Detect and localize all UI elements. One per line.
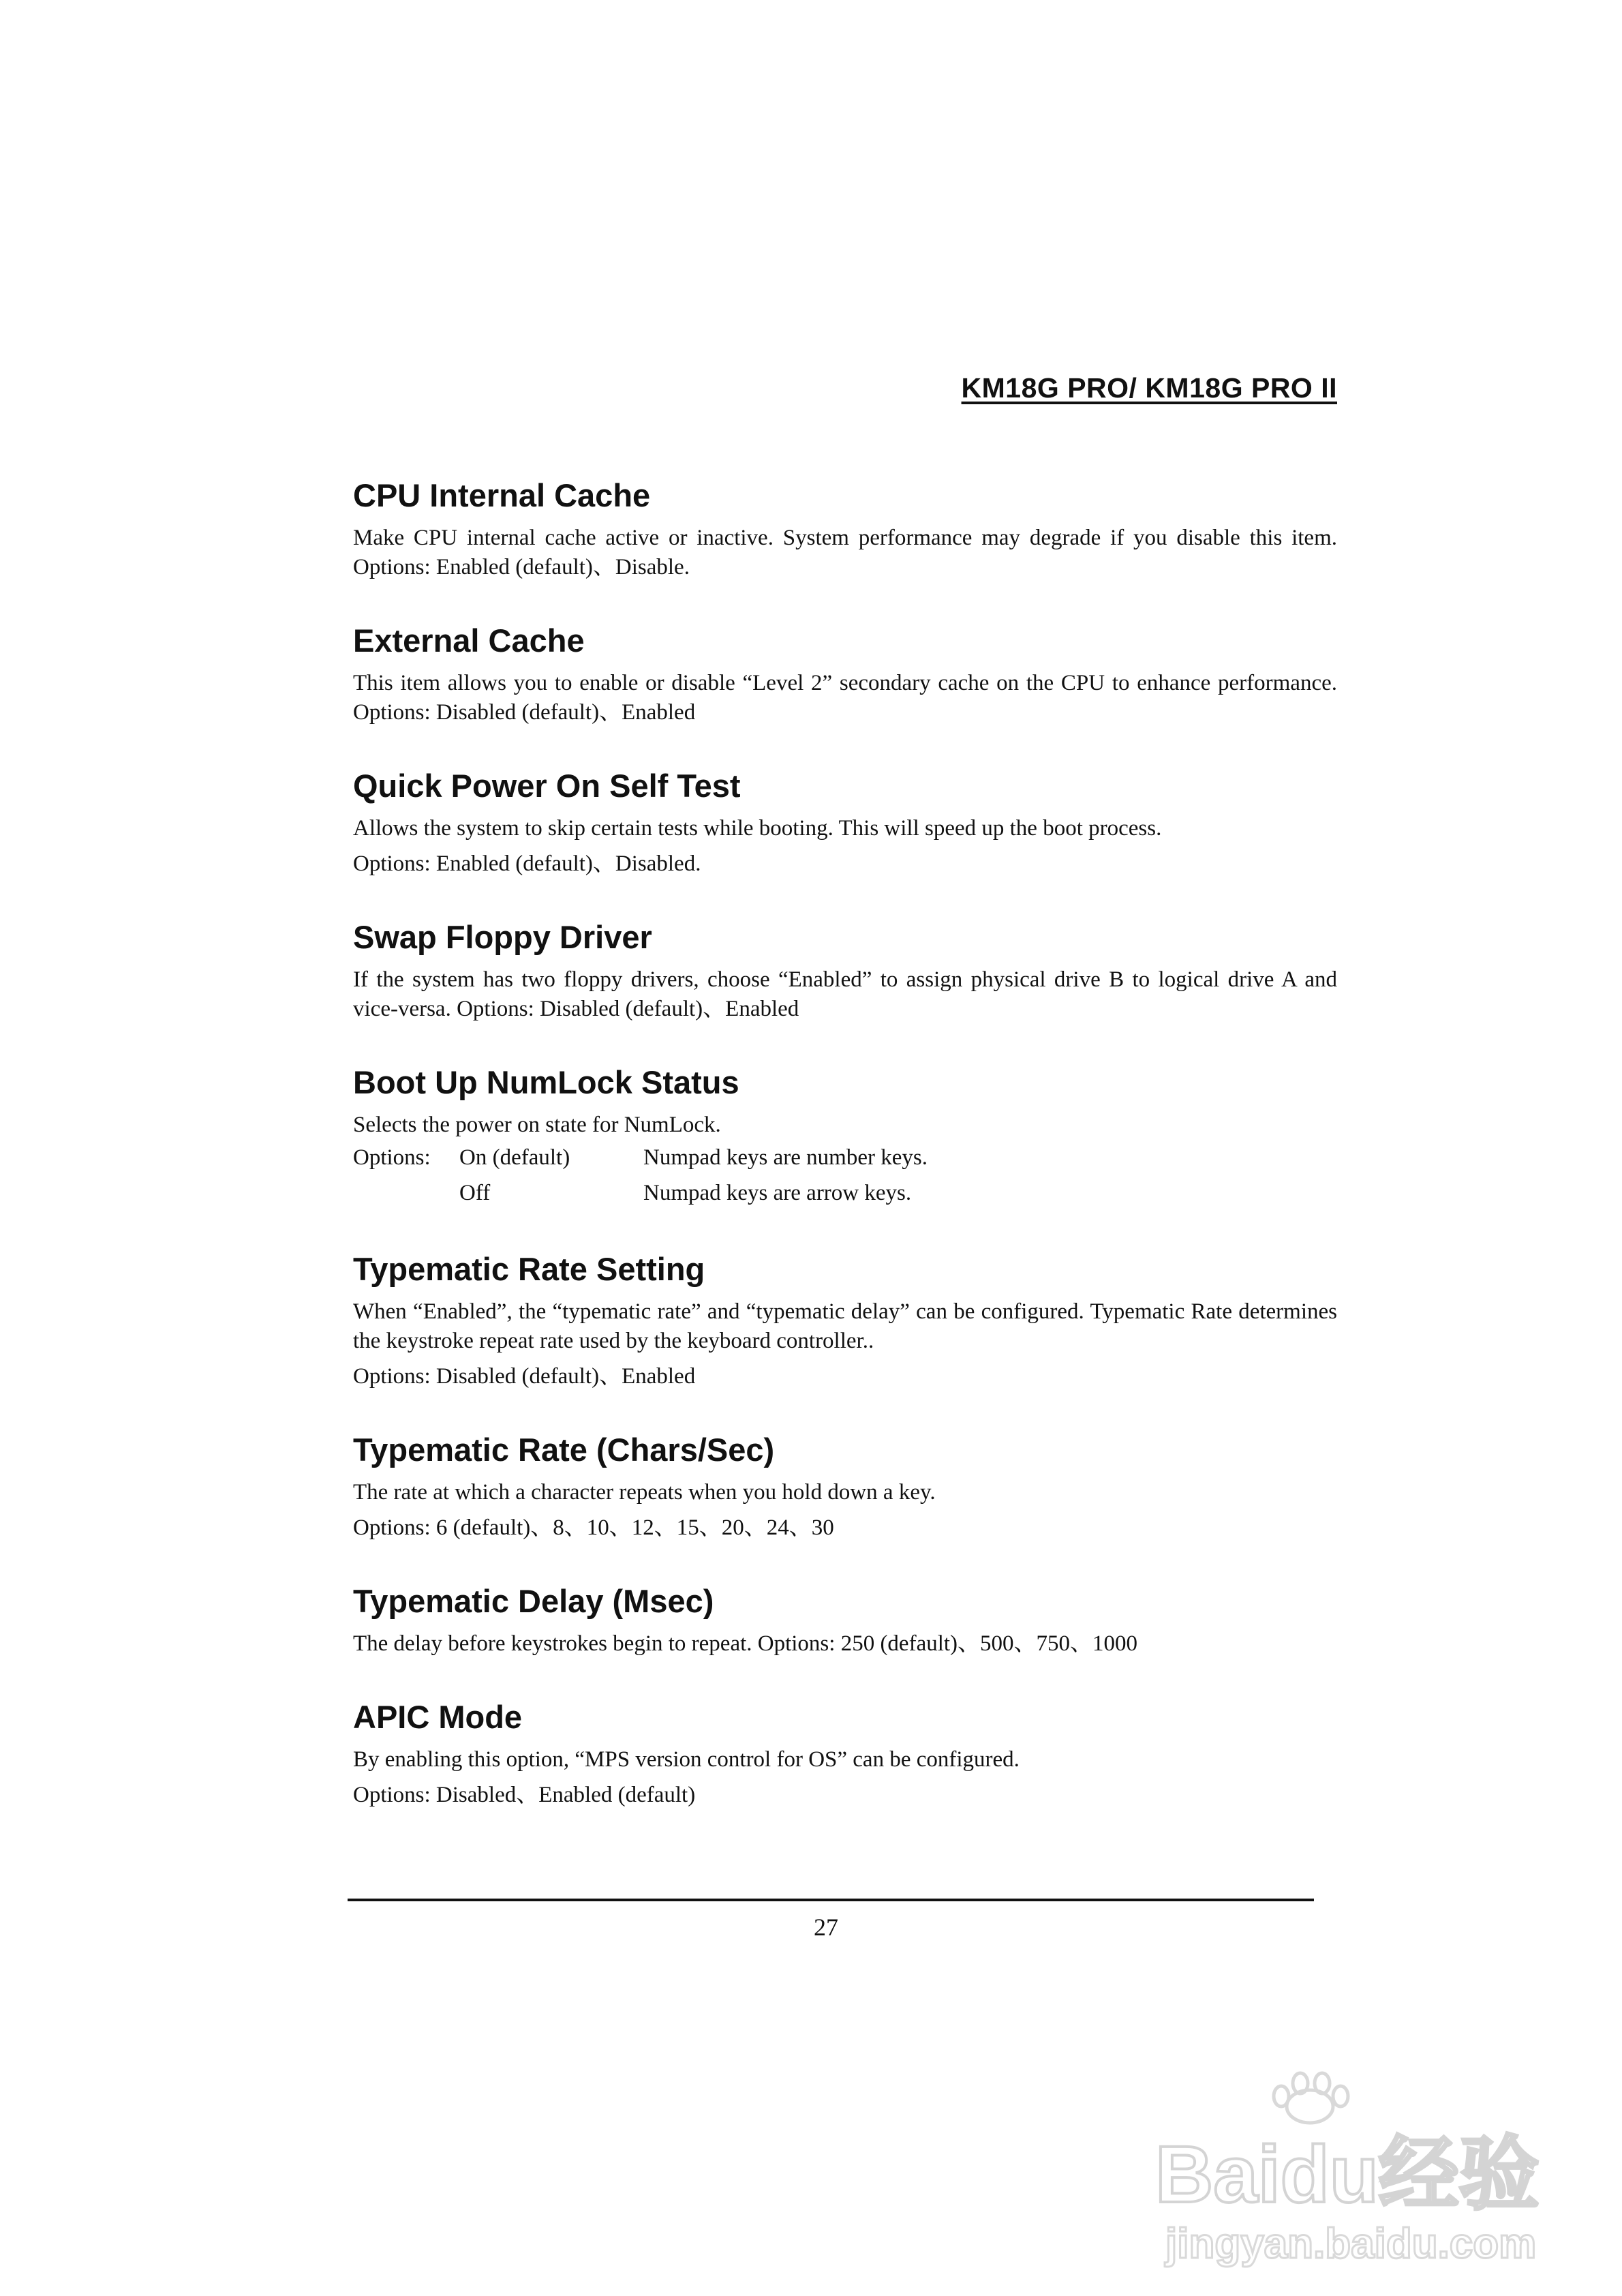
watermark-logo-text: Baidu经验 xyxy=(1155,2130,1540,2220)
section-title: Typematic Rate (Chars/Sec) xyxy=(353,1432,775,1468)
paw-icon xyxy=(1274,2073,1348,2123)
section-paragraph: Allows the system to skip certain tests while booting. This will speed up the boot process. xyxy=(353,816,1162,841)
section-apic-mode xyxy=(353,1697,1337,1810)
section-paragraph: The rate at which a character repeats when you hold down a key. xyxy=(353,1480,936,1505)
section-title: Boot Up NumLock Status xyxy=(353,1064,739,1100)
section-paragraph: Make CPU internal cache active or inactive. System performance may degrade if you disable this item. Options: Enabled (default)、Disable. xyxy=(353,526,1337,579)
section-swap-floppy xyxy=(353,918,1337,1024)
section-numlock-status xyxy=(353,1063,1337,1211)
section-options: Options: Enabled (default)、Disabled. xyxy=(353,851,701,876)
option-description: Numpad keys are number keys. xyxy=(643,1145,928,1170)
section-typematic-delay xyxy=(353,1582,1337,1659)
numlock-options-table xyxy=(353,1140,1337,1211)
section-title: Typematic Rate Setting xyxy=(353,1251,705,1287)
section-paragraph: By enabling this option, “MPS version control for OS” can be configured. xyxy=(353,1747,1020,1772)
section-options: Options: 6 (default)、8、10、12、15、20、24、30 xyxy=(353,1515,834,1540)
section-title: Swap Floppy Driver xyxy=(353,919,652,955)
section-title: Typematic Delay (Msec) xyxy=(353,1583,714,1619)
document-body xyxy=(353,476,1337,1810)
section-paragraph: When “Enabled”, the “typematic rate” and “typematic delay” can be configured. Typematic Rate determines the keystroke repeat rate used by the keyboard controller.. xyxy=(353,1299,1337,1353)
section-options: Options: Disabled、Enabled (default) xyxy=(353,1783,696,1807)
section-cpu-internal-cache xyxy=(353,476,1337,582)
section-paragraph: The delay before keystrokes begin to repeat. Options: 250 (default)、500、750、1000 xyxy=(353,1631,1138,1656)
section-title: APIC Mode xyxy=(353,1699,523,1735)
options-row xyxy=(353,1140,1337,1175)
baidu-jingyan-watermark xyxy=(1152,2066,1547,2270)
section-external-cache xyxy=(353,621,1337,727)
footer-divider xyxy=(348,1899,1314,1901)
section-options: Options: Disabled (default)、Enabled xyxy=(353,1364,696,1389)
option-value: On (default) xyxy=(459,1145,570,1170)
section-paragraph: Selects the power on state for NumLock. xyxy=(353,1113,721,1137)
section-paragraph: This item allows you to enable or disable “Level 2” secondary cache on the CPU to enhance performance. Options: Disabled (default)、Enabled xyxy=(353,671,1337,725)
section-title: External Cache xyxy=(353,622,585,659)
section-quick-post xyxy=(353,766,1337,879)
section-typematic-rate xyxy=(353,1430,1337,1543)
section-typematic-rate-setting xyxy=(353,1250,1337,1391)
watermark-url: jingyan.baidu.com xyxy=(1165,2220,1537,2267)
option-description: Numpad keys are arrow keys. xyxy=(643,1181,912,1205)
options-label: Options: xyxy=(353,1145,431,1170)
section-title: CPU Internal Cache xyxy=(353,477,651,513)
options-row xyxy=(353,1175,1337,1211)
option-value: Off xyxy=(459,1181,491,1205)
options-label-spacer xyxy=(353,1175,459,1211)
section-paragraph: If the system has two floppy drivers, choose “Enabled” to assign physical drive B to logical drive A and vice-versa. Options: Disabled (default)、Enabled xyxy=(353,967,1337,1021)
section-title: Quick Power On Self Test xyxy=(353,768,741,804)
page-number: 27 xyxy=(814,1914,838,1941)
page-header-model: KM18G PRO/ KM18G PRO II xyxy=(961,372,1337,404)
